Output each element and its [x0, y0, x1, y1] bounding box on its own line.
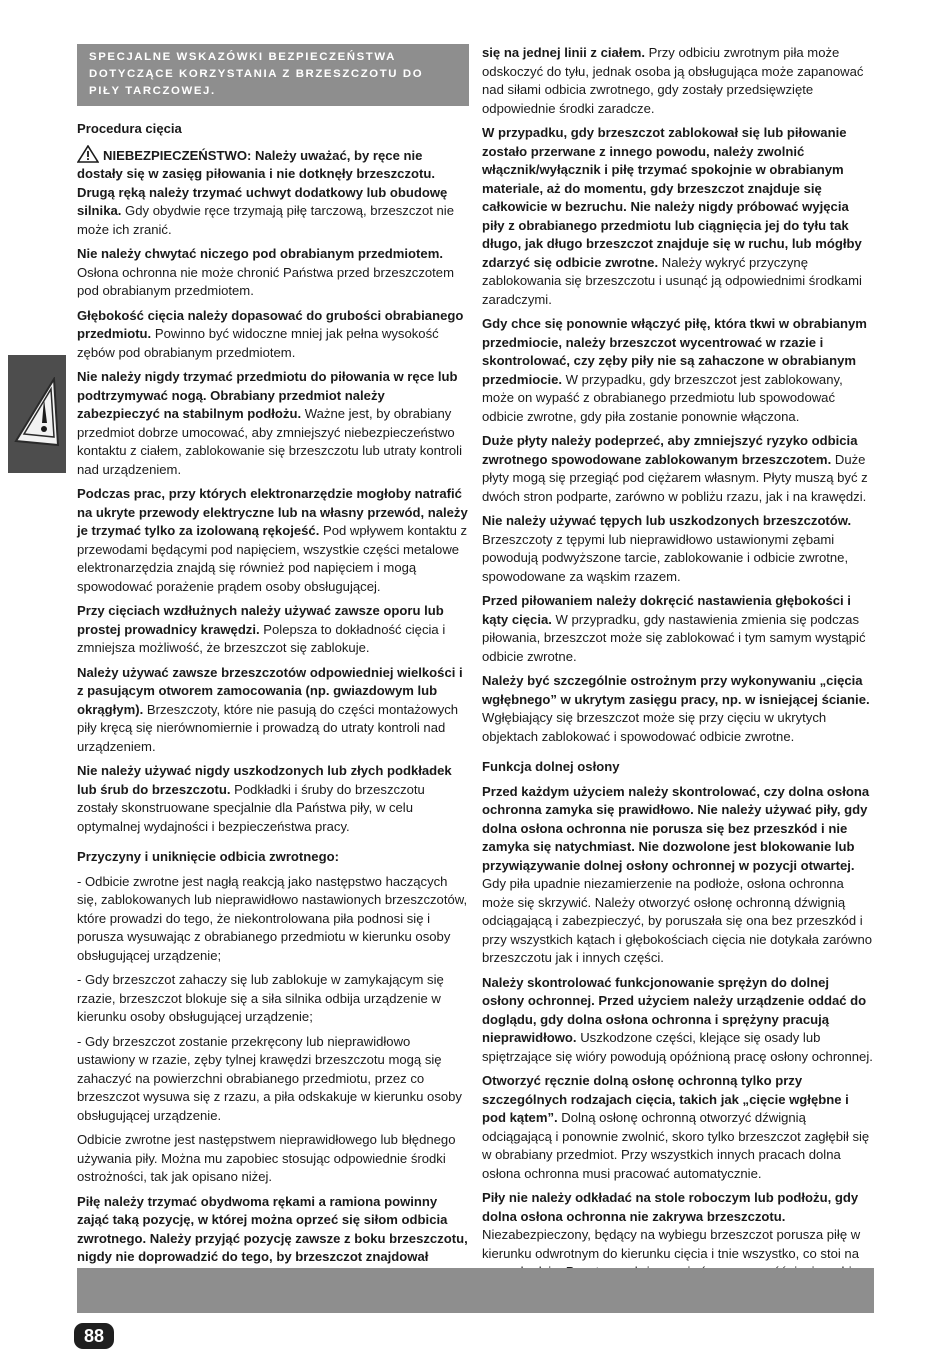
paragraph-text: Polepsza to dokładność cięcia i zmniejsza możliwość, że brzeszczot się zablokuje.: [77, 621, 446, 655]
paragraph: [77, 664, 469, 757]
paragraph-bold: Gdy chce się ponownie włączyć piłę, która tkwi w obrabianym przedmiocie, należy brzeszczot wycentrować w rzazie i skontrolować, czy zęby piły nie są zahaczone w obrabianym przedmiocie.: [482, 316, 867, 387]
left-column: [77, 44, 469, 1273]
paragraph: [482, 592, 874, 666]
paragraph: [482, 1072, 874, 1183]
paragraph: [482, 432, 874, 506]
paragraph: - Gdy brzeszczot zahaczy się lub zablokuje w zamykającym się rzazie, brzeszczot blokuje się a siła silnika odbija urządzenie w kierunku osoby obsługującej urządzenie;: [77, 972, 444, 1024]
paragraph-text: Przy odbiciu zwrotnym piła może odskoczyć do tyłu, jednak osoba ją obsługująca może zapanować nad siłami odbicia zwrotnego, gdy zostały przedsięwzięte odpowiednie środki zaradcze.: [482, 45, 864, 116]
paragraph-bold: Nie należy używać nigdy uszkodzonych lub złych podkładek lub śrub do brzeszczotu.: [77, 763, 452, 797]
footer-bar: [77, 1268, 874, 1313]
paragraph-text: Należy wykryć przyczynę zablokowania się brzeszczotu i usunąć ją odpowiednimi środkami zaradczymi.: [482, 254, 862, 307]
paragraph-bold: Piłę należy trzymać obydwoma rękami a ramiona powinny zająć taką pozycję, w której można oprzeć się siłom odbicia zwrotnego. Należy przyjąć pozycję zawsze z boku brzeszczotu, nigdy nie doprowadzić do tego, by brzeszczot znajdował: [77, 1193, 468, 1264]
paragraph: [77, 1193, 469, 1267]
paragraph: [482, 44, 874, 118]
paragraph-bold: Przy cięciach wzdłużnych należy używać zawsze oporu lub prostej prowadnicy krawędzi.: [77, 603, 444, 637]
paragraph-text: Niezabezpieczony, będący na wybiegu brzeszczot porusza piłę w kierunku odwrotnym do kierunku cięcia i tnie wszystko, co stoi na: [482, 1227, 861, 1261]
paragraph-bold: W przypadku, gdy brzeszczot zablokował się lub piłowanie zostało przerwane z innego powodu, należy zwolnić włącznik/wyłącznik i piłę trzymać spokojnie w obrabianym materiale, aż do momentu, gdy brzeszczot znajduje się całkowicie w bezruchu. Nie należy nigdy próbować wyjęcia piły z obrabianego przedmiotu lub ciągnięcia jej do tyłu tak długo, jak długo brzeszczot znajduje się w ruchu, lub mógłby zdarzyć się odbicie zwrotne.: [482, 125, 862, 270]
paragraph-bold: Nie należy używać tępych lub uszkodzonych brzeszczotów.: [482, 513, 852, 528]
paragraph-text: Wgłębiający się brzeszczot może się przy cięciu w ukrytych objektach zablokować i spowodować odbicie zwrotne.: [482, 710, 827, 744]
paragraph: [482, 974, 874, 1067]
paragraph: [77, 368, 469, 479]
paragraph: [77, 485, 469, 596]
paragraph-bold: NIEBEZPIECZEŃSTWO: Należy uważać, by ręce nie dostały się w zasięg piłowania i nie dotknęły brzeszczotu. Drugą ręką należy trzymać uchwyt dodatkowy lub obudowę silnika.: [77, 147, 448, 218]
paragraph-text: Gdy piła upadnie niezamierzenie na podłoże, osłona ochronna może się skrzywić. Należy otworzyć osłonę ochronną dźwignią odciągającą i zabezpieczyć, by poruszała się ona bez przeszkód i przy wszystkich kątach i głębokościach cięcia nie dotykała zarówno brzeszczotu jak i innych części.: [482, 876, 873, 965]
paragraph-bold: Należy być szczególnie ostrożnym przy wykonywaniu „cięcia wgłębnego” w ukrytym zasięgu pracy, np. w isniejącej ścianie.: [482, 673, 870, 707]
paragraph-text: Brzeszczoty, które nie pasują do części montażowych piły kręcą się nierównomiernie i prowadzą do utraty kontroli nad urządzeniem.: [77, 701, 459, 754]
paragraph: [77, 245, 469, 301]
warning-triangle-icon: [14, 377, 60, 449]
paragraph: [77, 307, 469, 363]
paragraph-bold: Nie należy nigdy trzymać przedmiotu do piłowania w ręce lub podtrzymywać nogą. Obrabiany przedmiot należy zabezpieczyć na stabilnym podłożu.: [77, 369, 458, 421]
warning-triangle-outline-icon: [77, 145, 99, 163]
paragraph-text: Uszkodzone części, klejące się osady lub spiętrzające się wióry powodują opóźnioną pracę osłony ochronnej.: [482, 1030, 873, 1064]
page-number: 88: [74, 1323, 114, 1349]
paragraph-text: Brzeszczoty z tępymi lub nieprawidłowo ustawionymi zębami powodują podwyższone tarcie, zablokowanie i odbicie zwrotne, spowodowane za wąskim rzazem.: [482, 531, 849, 584]
paragraph-text: W przypadku, gdy brzeszczot jest zablokowany, może on wypaść z obrabianego przedmiotu lub spowodować odbicie zwrotne, gdy piła zostanie ponownie włączona.: [482, 371, 843, 424]
paragraph-bold: się na jednej linii z ciałem.: [482, 45, 646, 60]
paragraph: [482, 124, 874, 309]
paragraph-text: Podkładki i śruby do brzeszczotu zostały skonstruowane specjalnie dla Państwa piły, w celu optymalnej wydajności i bezpieczeństwa pracy.: [77, 781, 425, 834]
paragraph-bold: Otworzyć ręcznie dolną osłonę ochronną tylko przy szczególnych rodzajach cięcia, takich jak „cięcie wgłębne i pod kątem”.: [482, 1073, 849, 1125]
paragraph: [482, 315, 874, 426]
paragraph-text: Duże płyty mogą się przegiąć pod ciężarem własnym. Płyty muszą być z dwóch stron podparte, zarówno w pobliżu rzazu, jak i na krawędzi.: [482, 451, 868, 504]
paragraph-text: Dolną osłonę ochronną otworzyć dźwignią odciągającą i ponownie zwolnić, skoro tylko brzeszczot zagłębił się w obrabiany przedmiot. Przy wszystkich innych pracach dolna osłona ochronna musi pracować automatycznie.: [482, 1110, 870, 1181]
section-banner: SPECJALNE WSKAZÓWKI BEZPIECZEŃSTWA DOTYCZĄCE KORZYSTANIA Z BRZESZCZOTU DO PIŁY TARCZOWEJ.: [77, 44, 469, 106]
paragraph-text: Gdy obydwie ręce trzymają piłę tarczową, brzeszczot nie może ich zranić.: [77, 203, 454, 237]
paragraph-bold: Należy skontrolować funkcjonowanie sprężyn do dolnej osłony ochronnej. Przed użyciem należy urządzenie oddać do doglądu, gdy dolna osłona ochronna i sprężyny pracują nieprawidłowo.: [482, 974, 867, 1045]
paragraph-text: W przypradku, gdy nastawienia zmienia się podczas piłowania, brzeszczot może się zablokować i tym samym wystąpić odbicie zwrotne.: [482, 611, 866, 664]
paragraph-bold: Piły nie należy odkładać na stole roboczym lub podłożu, gdy dolna osłona ochronna nie zakrywa brzeszczotu.: [482, 1190, 859, 1224]
paragraph-text: Powinno być widoczne mniej jak pełna wysokość zębów pod obrabianym przedmiotem.: [77, 326, 439, 360]
paragraph-text: Pod wpływem kontaktu z przewodami będącymi pod napięciem, wszystkie części metalowe elektronarzędzia znajdą się również pod napięciem i mogą spowodować porażenie prądem osoby obsługującej.: [77, 523, 468, 594]
heading-procedura: Procedura cięcia: [77, 121, 182, 136]
paragraph-bold: Przed każdym użyciem należy skontrolować, czy dolna osłona ochronna zamyka się prawidłowo. Nie należy używać piły, gdy dolna osłona ochronna nie porusza się bez przeszkód i nie zamyka się natychmiast. Nie dozwolone jest blokowanie lub przywiązywanie dolnej osłony ochronnej w pozycji otwartej.: [482, 783, 870, 873]
paragraph-text: Ważne jest, by obrabiany przedmiot dobrze umocować, aby zmniejszyć niebezpieczeństwo kontaktu z ciałem, zablokowanie się brzeszczotu lub utraty kontroli nad urządzeniem.: [77, 406, 462, 477]
paragraph: - Odbicie zwrotne jest nagłą reakcją jako następstwo haczących się, zablokowanych lub nieprawidłowo nastawionych brzeszczotów, które prowadzi do tego, że niekontrolowana piła podnosi się i porusza wysuwając z obrabianego przedmiotu w kierunku osoby obsługującej urządzenie;: [77, 873, 468, 963]
right-column: [482, 44, 874, 1306]
paragraph-bold: Podczas prac, przy których elektronarzędzie mogłoby natrafić na ukryte przewody elektryczne lub na własny przewód, należy je trzymać tylko za izolowaną rękojeść.: [77, 486, 468, 538]
paragraph-bold: Głębokość cięcia należy dopasować do grubości obrabianego przedmiotu.: [77, 307, 464, 341]
paragraph-bold: Duże płyty należy podeprzeć, aby zmniejszyć ryzyko odbicia zwrotnego spowodowane zablokowanym brzeszczotem.: [482, 433, 858, 467]
paragraph: - Gdy brzeszczot zostanie przekręcony lub nieprawidłowo ustawiony w rzazie, zęby tylnej krawędzi brzeszczotu mogą się zahaczyć na powierzchni obrabianego przedmiotu, przez co brzeszczot wysuwa się z rzazu, a piła odskakuje w kierunku osoby obsługującej urządzenie.: [77, 1033, 462, 1123]
heading-przyczyny: Przyczyny i uniknięcie odbicia zwrotnego:: [77, 849, 339, 864]
paragraph-bold: Nie należy chwytać niczego pod obrabianym przedmiotem.: [77, 246, 443, 261]
paragraph: [77, 762, 469, 836]
paragraph: [482, 783, 874, 968]
heading-funkcja: Funkcja dolnej osłony: [482, 759, 620, 774]
paragraph-bold: Należy używać zawsze brzeszczotów odpowiedniej wielkości i z pasującym otworem zamocowania (np. gwiazdowym lub okrągłym).: [77, 664, 463, 717]
paragraph: [77, 602, 469, 658]
paragraph-bold: Przed piłowaniem należy dokręcić nastawienia głębokości i kąty cięcia.: [482, 593, 851, 627]
paragraph: [77, 145, 469, 240]
paragraph: [482, 512, 874, 586]
paragraph: Odbicie zwrotne jest następstwem nieprawidłowego lub błędnego używania piły. Można mu zapobiec stosując odpowiednie środki ostrożności, tak jak opisano niżej.: [77, 1132, 456, 1184]
paragraph-text: Osłona ochronna nie może chronić Państwa przed brzeszczotem pod obrabianym przedmiotem.: [77, 264, 454, 298]
side-warning-tab: [8, 355, 66, 473]
paragraph: [482, 672, 874, 746]
